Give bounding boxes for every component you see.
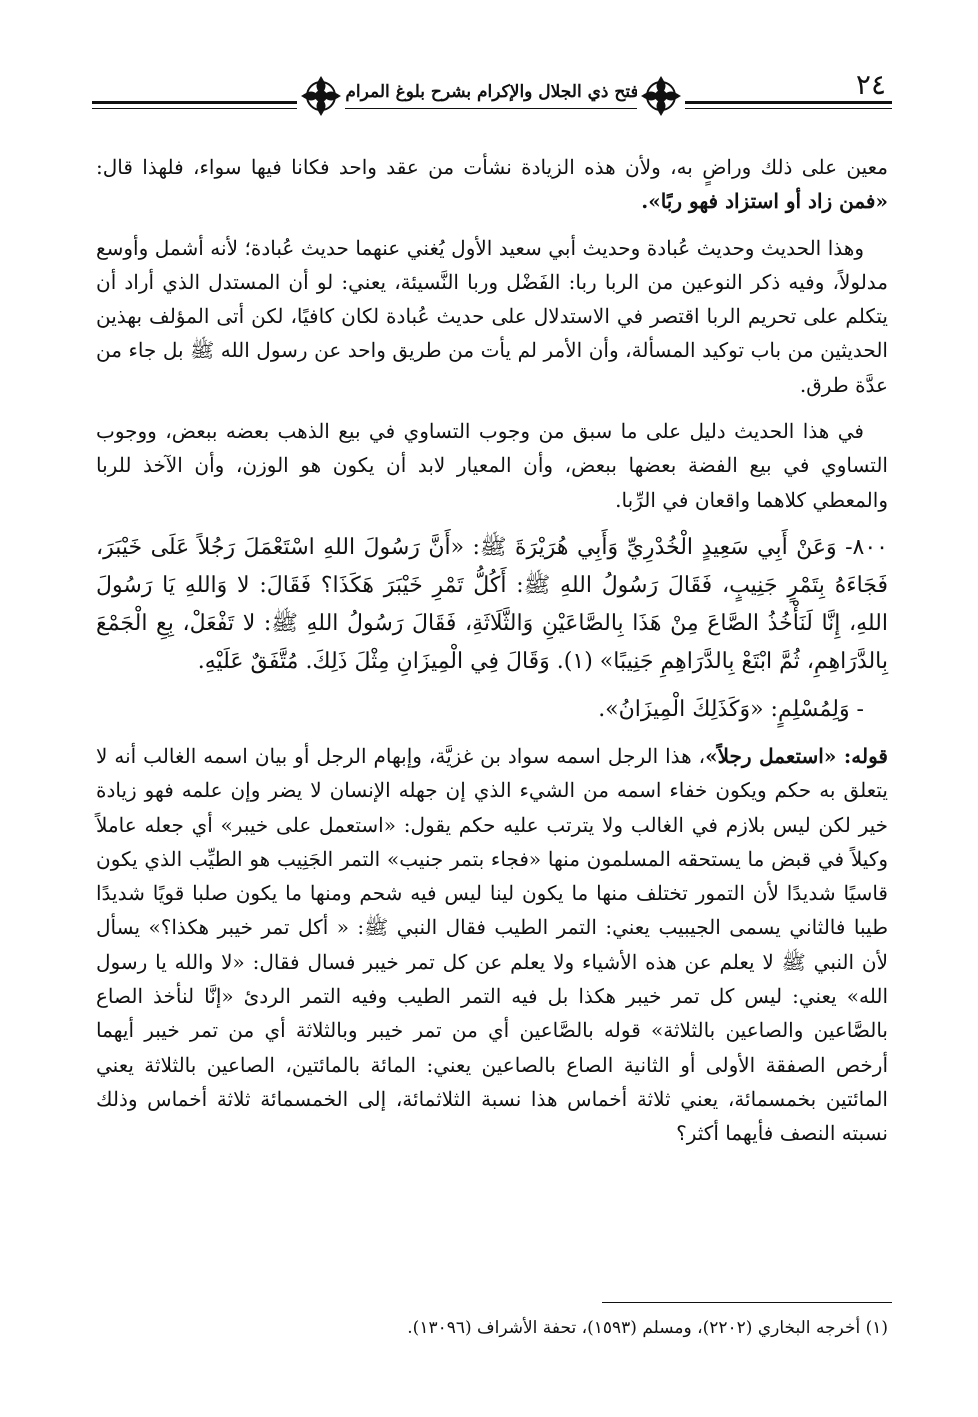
commentary bbox=[96, 739, 888, 1151]
page-number: ٢٤ bbox=[855, 68, 886, 101]
page-header bbox=[92, 68, 892, 138]
page-body bbox=[96, 150, 888, 1163]
footnote: (١) أخرجه البخاري (٢٢٠٢)، ومسلم (١٥٩٣)، تحفة الأشراف (١٣٠٩٦). bbox=[407, 1318, 888, 1338]
paragraph: وهذا الحديث وحديث عُبادة وحديث أبي سعيد الأول يُغني عنهما حديث عُبادة؛ لأنه أشمل وأوسع مدلولاً، وفيه ذكر النوعين من الربا ربا: الفَضْل وربا النَّسيئة، يعني: لو أن المستدل الذي أراد أن يتكلم على تحريم الربا اقتصر في الاستدلال على حديث عُبادة لكان كافيًا، لكن أتى المؤلف بهذين الحديثين من باب توكيد المسألة، وأن الأمر لم يأت من طريق واحد عن رسول الله ﷺ بل جاء من عدَّة طرق. bbox=[96, 235, 888, 397]
footnote-separator bbox=[602, 1302, 892, 1303]
book-title: فتح ذي الجلال والإكرام بشرح بلوغ المرام bbox=[342, 80, 642, 104]
quoted-hadith-phrase: «فمن زاد أو استزاد فهو ربًا». bbox=[641, 189, 888, 214]
floral-ornament-icon bbox=[297, 72, 345, 120]
commentary-lead: قوله: «استعمل رجلاً» bbox=[705, 743, 888, 768]
commentary-text: ، هذا الرجل اسمه سواد بن غزيَّة، وإبهام الرجل أو بيان اسمه الغالب أنه لا يتعلق به حكم ويكون خفاء اسمه من الشيء الذي إن جهله الإنسان لا يضر وإن علمه فهو زيادة خير لكن ليس بلازم في الغالب ولا يترتب عليه حكم يقول: «استعمل على خيبر» أي جعله عاملاً وكيلاً في قبض ما يستحقه المسلمون منها «فجاء بتمر جنيب» التمر الجَنِيب هو الطيِّب الذي يكون قاسيًا شديدًا لأن التمور تختلف منها ما يكون لينا ليس فيه شحم ومنها ما يكون صلبا قويًا شديدًا طيبا فالثاني يسمى الجيبيب يعني: التمر الطيب فقال النبي ﷺ: « أكل تمر خيبر هكذا؟» يسأل لأن النبي ﷺ لا يعلم عن هذه الأشياء ولا يعلم عن كل تمر خيبر فسال فقال: «لا والله يا رسول الله» يعني: ليس كل تمر خيبر هكذا بل فيه التمر الطيب وفيه التمر الردئ «إنَّا لنأخذ الصاع بالصَّاعين والصاعين بالثلاثة» قوله بالصَّاعين أي من تمر خيبر وبالثلاثة أي من تمر خيبر أيهما أرخص الصفقة الأولى أو الثانية الصاع بالصاعين يعني: المائة بالمائتين، الصاعين بالثلاثة يعني المائتين بخمسمائة، يعني ثلاثة أخماس هذا نسبة الثلاثمائة، إلى الخمسمائة ثلاثة أخماس وذلك نسبته النصف فأيهما أكثر؟ bbox=[96, 743, 889, 1146]
hadith-variant: - وَلِمُسْلِمٍ: «وَكَذَلِكَ الْمِيزَانُ». bbox=[598, 696, 864, 722]
paragraph-text: معين على ذلك وراضٍ به، ولأن هذه الزيادة نشأت من عقد واحد فكانا فيها سواء، فلهذا قال: bbox=[96, 155, 888, 179]
header-rule-thin bbox=[92, 108, 892, 109]
paragraph bbox=[96, 150, 888, 219]
floral-ornament-icon bbox=[637, 72, 685, 120]
paragraph: في هذا الحديث دليل على ما سبق من وجوب التساوي في بيع الذهب بعضه ببعض، ووجوب التساوي في بيع الفضة بعضها ببعض، وأن المعيار لابد أن يكون هو الوزن، وأن الآخذ للربا والمعطي كلاهما واقعان في الرِّبا. bbox=[96, 419, 888, 512]
hadith-text: ٨٠٠- وَعَنْ أَبِي سَعِيدٍ الْخُدْرِيِّ وَأَبِي هُرَيْرَةَ ﷺ: «أَنَّ رَسُولَ اللهِ اسْتَعْمَلَ رَجُلاً عَلَى خَيْبَرَ، فَجَاءَهُ بِتَمْرٍ جَنِيبٍ، فَقَالَ رَسُولُ اللهِ ﷺ: أَكُلُّ تَمْرِ خَيْبَرَ هَكَذَا؟ فَقَالَ: لا وَاللهِ يَا رَسُولَ اللهِ، إِنَّا لَنَأْخُذُ الصَّاعَ مِنْ هَذَا بِالصَّاعَيْنِ وَالثَّلَاثَةِ، فَقَالَ رَسُولُ اللهِ ﷺ: لا تَفْعَلْ، بِعِ الْجَمْعَ بِالدَّرَاهِمِ، ثُمَّ ابْتَعْ بِالدَّرَاهِمِ جَنِيبًا» (١). وَقَالَ فِي الْمِيزَانِ مِثْلَ ذَلِكَ. مُتَّفَقٌ عَلَيْهِ. bbox=[96, 534, 888, 674]
